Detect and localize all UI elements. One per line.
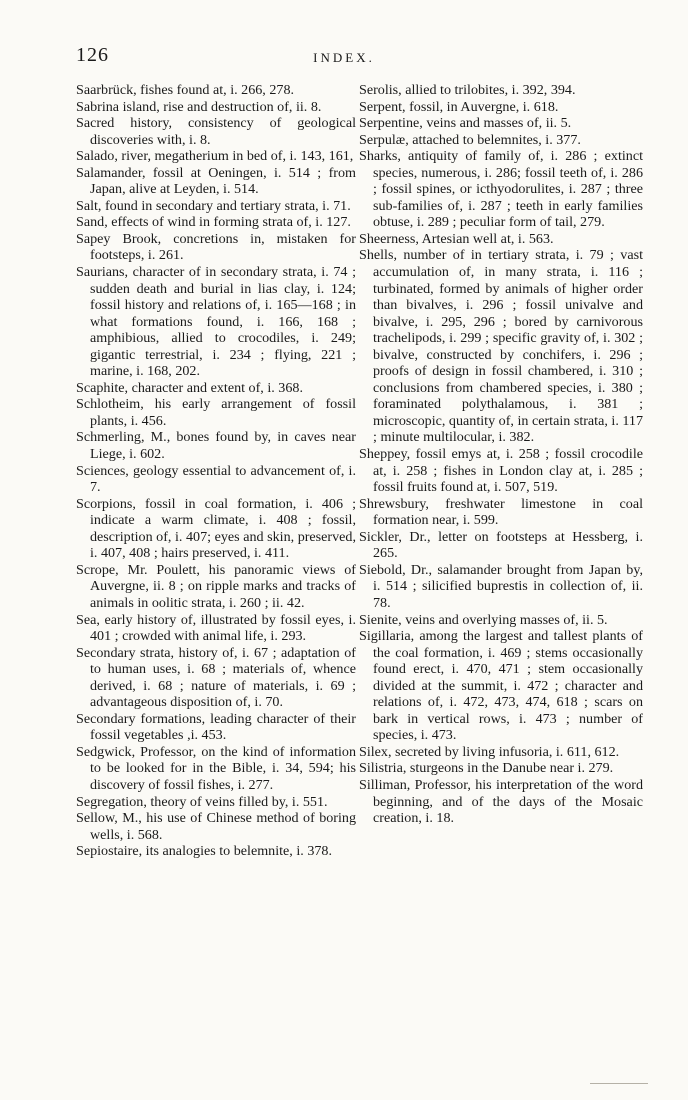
- index-entry: Sickler, Dr., letter on footsteps at Hessberg, i. 265.: [359, 528, 643, 562]
- index-entry: Salado, river, megatherium in bed of, i. 143, 161,: [76, 148, 354, 165]
- index-entry: Sedgwick, Professor, on the kind of information to be looked for in the Bible, i. 34, 594; his discovery of fossil fishes, i. 277.: [76, 743, 356, 793]
- index-entry: Schlotheim, his early arrangement of fossil plants, i. 456.: [76, 396, 356, 429]
- index-entry: Schmerling, M., bones found by, in caves near Liege, i. 602.: [76, 429, 356, 463]
- index-entry: Sciences, geology essential to advancement of, i. 7.: [76, 462, 356, 496]
- index-entry: Segregation, theory of veins filled by, i. 551.: [76, 793, 328, 810]
- index-entry: Sabrina island, rise and destruction of, ii. 8.: [76, 98, 322, 115]
- index-entry: Silistria, sturgeons in the Danube near i. 279.: [359, 760, 614, 777]
- index-column-right: [359, 82, 643, 827]
- index-entry: Saurians, character of in secondary strata, i. 74 ; sudden death and burial in lias clay, i. 124; fossil history and relations of, i. 165—168 ; in what formations found, i. 166, 168 ; amphibious, allied to crocodiles, i. 249; gigantic terrestrial, i. 234 ; flying, 221 ; marine, i. 168, 202.: [76, 264, 356, 380]
- index-entry: Sea, early history of, illustrated by fossil eyes, i. 401 ; crowded with animal life, i. 293.: [76, 611, 356, 645]
- index-entry: Serpentine, veins and masses of, ii. 5.: [359, 115, 572, 132]
- running-head: INDEX.: [313, 50, 375, 65]
- index-column-left: [76, 82, 356, 860]
- index-entry: Secondary strata, history of, i. 67 ; adaptation of to human uses, i. 68 ; materials of, whence derived, i. 68 ; nature of materials, i. 69 ; advantageous disposition of, i. 70.: [76, 644, 356, 711]
- index-entry: Scrope, Mr. Poulett, his panoramic views of Auvergne, ii. 8 ; on ripple marks and tracks of animals in oolitic strata, i. 260 ; ii. 42.: [76, 561, 356, 611]
- index-entry: Sand, effects of wind in forming strata of, i. 127.: [76, 214, 351, 231]
- index-entry: Salamander, fossil at Oeningen, i. 514 ; from Japan, alive at Leyden, i. 514.: [76, 164, 356, 198]
- index-entry: Serpulæ, attached to belemnites, i. 377.: [359, 131, 581, 148]
- index-entry: Serolis, allied to trilobites, i. 392, 394.: [359, 82, 576, 98]
- index-entry: Sepiostaire, its analogies to belemnite, i. 378.: [76, 843, 332, 860]
- page-number: 126: [76, 44, 109, 66]
- index-entry: Silex, secreted by living infusoria, i. 611, 612.: [359, 743, 620, 760]
- index-entry: Serpent, fossil, in Auvergne, i. 618.: [359, 98, 559, 115]
- page-rule: [590, 1083, 648, 1084]
- index-entry: Sellow, M., his use of Chinese method of boring wells, i. 568.: [76, 810, 356, 843]
- index-entry: Scorpions, fossil in coal formation, i. 406 ; indicate a warm climate, i. 408 ; fossil, description of, i. 407; eyes and skin, preserved, i. 407, 408 ; hairs preserved, i. 411.: [76, 495, 356, 562]
- index-entry: Sheppey, fossil emys at, i. 258 ; fossil crocodile at, i. 258 ; fishes in London clay at, i. 285 ; fossil fruits found at, i. 507, 519.: [359, 446, 643, 496]
- index-entry: Sienite, veins and overlying masses of, ii. 5.: [359, 611, 608, 628]
- index-entry: Silliman, Professor, his interpretation of the word beginning, and of the days of the Mosaic creation, i. 18.: [359, 776, 643, 827]
- index-entry: Sigillaria, among the largest and tallest plants of the coal formation, i. 469 ; stems occasionally found erect, i. 470, 471 ; stem occasionally divided at the summit, i. 472 ; character and relations of, i. 472, 473, 474, 618 ; scars on bark in vertical rows, i. 473 ; number of species, i. 473.: [359, 628, 643, 744]
- index-entry: Saarbrück, fishes found at, i. 266, 278.: [76, 82, 295, 98]
- index-entry: Siebold, Dr., salamander brought from Japan by, i. 514 ; silicified buprestis in collection of, ii. 78.: [359, 561, 643, 611]
- index-entry: Sheerness, Artesian well at, i. 563.: [359, 230, 554, 247]
- index-entry: Sharks, antiquity of family of, i. 286 ; extinct species, numerous, i. 286; fossil teeth of, i. 286 ; fossil spines, or icthyodorulites, i. 287 ; three sub-families of, i. 287 ; teeth in early families obtuse, i. 289 ; peculiar form of tail, 279.: [359, 148, 643, 231]
- index-entry: Salt, found in secondary and tertiary strata, i. 71.: [76, 197, 351, 214]
- index-entry: Shells, number of in tertiary strata, i. 79 ; vast accumulation of, in many strata, i. 116 ; turbinated, formed by animals of higher order than bivalves, i. 296 ; fossil univalve and bivalve, i. 295, 296 ; bored by carnivorous trachelipods, i. 299 ; specific gravity of, i. 302 ; bivalve, constructed by conchifers, i. 296 ; proofs of design in fossil chambered, i. 310 ; conclusions from chambered species, i. 380 ; foraminated polythalamous, i. 381 ; microscopic, quantity of, in certain strata, i. 117 ; minute multilocular, i. 382.: [359, 247, 643, 446]
- index-entry: Scaphite, character and extent of, i. 368.: [76, 379, 303, 396]
- index-entry: Sapey Brook, concretions in, mistaken for footsteps, i. 261.: [76, 230, 356, 264]
- index-entry: Sacred history, consistency of geological discoveries with, i. 8.: [76, 115, 356, 148]
- index-entry: Shrewsbury, freshwater limestone in coal formation near, i. 599.: [359, 495, 643, 529]
- index-entry: Secondary formations, leading character of their fossil vegetables ,i. 453.: [76, 710, 356, 744]
